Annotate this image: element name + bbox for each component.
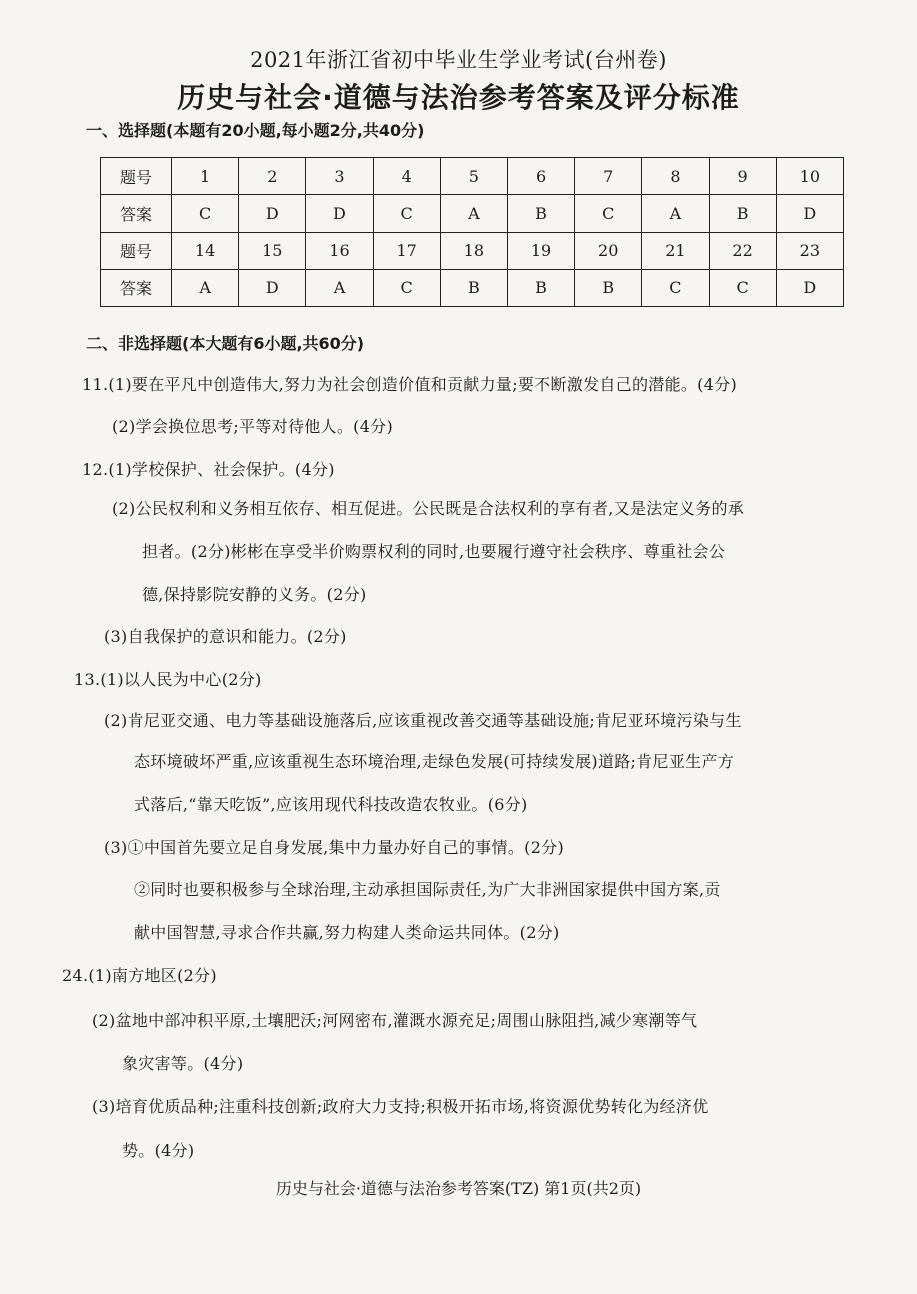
table-cell: D <box>776 269 843 306</box>
table-cell: 7 <box>575 158 642 195</box>
table-cell: A <box>440 195 507 232</box>
table-cell: 18 <box>440 232 507 269</box>
answer-line: 11.(1)要在平凡中创造伟大,努力为社会创造价值和贡献力量;要不断激发自己的潜能。(4分) <box>82 375 738 394</box>
table-cell: 22 <box>709 232 776 269</box>
table-row <box>101 232 844 269</box>
table-cell: B <box>440 269 507 306</box>
table-cell: 3 <box>306 158 373 195</box>
answer-line: (2)肯尼亚交通、电力等基础设施落后,应该重视改善交通等基础设施;肯尼亚环境污染与生 <box>104 711 742 730</box>
row-label: 答案 <box>101 269 172 306</box>
answer-line: (2)公民权利和义务相互依存、相互促进。公民既是合法权利的享有者,又是法定义务的承 <box>112 499 745 518</box>
answer-line: ②同时也要积极参与全球治理,主动承担国际责任,为广大非洲国家提供中国方案,贡 <box>134 880 721 899</box>
table-cell: C <box>373 195 440 232</box>
answer-line: 象灾害等。(4分) <box>122 1054 244 1073</box>
table-cell: 20 <box>575 232 642 269</box>
answer-line: (3)自我保护的意识和能力。(2分) <box>104 627 347 646</box>
answer-line: 担者。(2分)彬彬在享受半价购票权利的同时,也要履行遵守社会秩序、尊重社会公 <box>142 542 726 561</box>
answer-line: 24.(1)南方地区(2分) <box>62 966 217 985</box>
table-cell: C <box>575 195 642 232</box>
main-title: 历史与社会·道德与法治参考答案及评分标准 <box>177 81 740 114</box>
row-label: 答案 <box>101 195 172 232</box>
answer-table <box>100 157 844 307</box>
row-label: 题号 <box>101 232 172 269</box>
table-cell: D <box>239 269 306 306</box>
table-cell: 6 <box>507 158 574 195</box>
table-cell: 23 <box>776 232 843 269</box>
table-cell: A <box>642 195 709 232</box>
answer-line: 德,保持影院安静的义务。(2分) <box>142 585 367 604</box>
table-cell: 17 <box>373 232 440 269</box>
table-cell: D <box>306 195 373 232</box>
table-cell: 1 <box>172 158 239 195</box>
answer-line: (3)①中国首先要立足自身发展,集中力量办好自己的事情。(2分) <box>104 838 565 857</box>
table-cell: 5 <box>440 158 507 195</box>
table-cell: 14 <box>172 232 239 269</box>
section2-heading: 二、非选择题(本大题有6小题,共60分) <box>86 334 365 353</box>
row-label: 题号 <box>101 158 172 195</box>
table-cell: C <box>373 269 440 306</box>
table-cell: A <box>172 269 239 306</box>
answer-line: (3)培育优质品种;注重科技创新;政府大力支持;积极开拓市场,将资源优势转化为经济优 <box>92 1097 709 1116</box>
table-cell: 19 <box>507 232 574 269</box>
table-cell: 9 <box>709 158 776 195</box>
table-row <box>101 158 844 195</box>
page-footer: 历史与社会·道德与法治参考答案(TZ) 第1页(共2页) <box>275 1179 642 1198</box>
answer-line: (2)学会换位思考;平等对待他人。(4分) <box>112 417 394 436</box>
table-cell: 2 <box>239 158 306 195</box>
table-cell: 16 <box>306 232 373 269</box>
table-cell: B <box>709 195 776 232</box>
table-cell: C <box>709 269 776 306</box>
table-row <box>101 195 844 232</box>
table-cell: 4 <box>373 158 440 195</box>
table-cell: C <box>642 269 709 306</box>
table-cell: 21 <box>642 232 709 269</box>
answer-line: 态环境破坏严重,应该重视生态环境治理,走绿色发展(可持续发展)道路;肯尼亚生产方 <box>134 752 735 771</box>
table-cell: B <box>507 269 574 306</box>
answer-line: 12.(1)学校保护、社会保护。(4分) <box>82 460 335 479</box>
section1-heading: 一、选择题(本题有20小题,每小题2分,共40分) <box>86 121 425 140</box>
table-cell: 10 <box>776 158 843 195</box>
table-cell: B <box>507 195 574 232</box>
table-cell: 8 <box>642 158 709 195</box>
table-row <box>101 269 844 306</box>
answer-line: 式落后,“靠天吃饭”,应该用现代科技改造农牧业。(6分) <box>134 795 528 814</box>
answer-line: 13.(1)以人民为中心(2分) <box>74 670 262 689</box>
answer-line: 献中国智慧,寻求合作共赢,努力构建人类命运共同体。(2分) <box>134 923 560 942</box>
answer-line: 势。(4分) <box>122 1141 195 1160</box>
answer-line: (2)盆地中部冲积平原,土壤肥沃;河网密布,灌溉水源充足;周围山脉阻挡,减少寒潮等气 <box>92 1011 698 1030</box>
table-cell: C <box>172 195 239 232</box>
table-cell: B <box>575 269 642 306</box>
table-cell: D <box>776 195 843 232</box>
table-cell: D <box>239 195 306 232</box>
exam-title: 2021年浙江省初中毕业生学业考试(台州卷) <box>250 48 667 72</box>
table-cell: A <box>306 269 373 306</box>
table-cell: 15 <box>239 232 306 269</box>
